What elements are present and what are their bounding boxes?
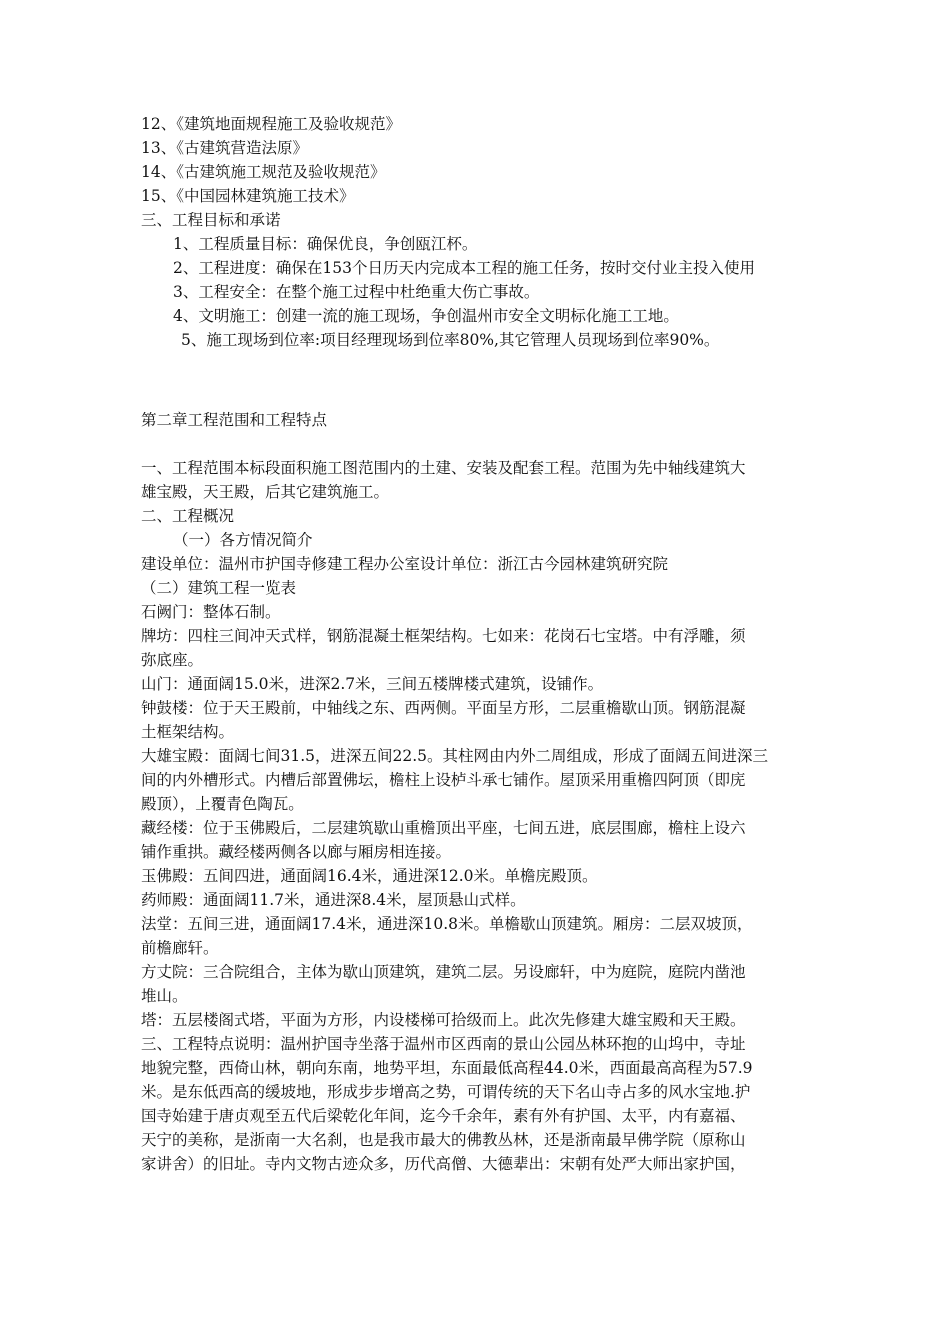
- building-line: 山门：通面阔15.0米，进深2.7米，三间五楼牌楼式建筑，设铺作。: [141, 675, 604, 693]
- parties-text: 建设单位：温州市护国寺修建工程办公室设计单位：浙江古今园林建筑研究院: [141, 555, 669, 573]
- building-line: 前檐廊轩。: [141, 939, 219, 957]
- overview-heading: 二、工程概况: [141, 507, 235, 525]
- building-list-heading: （二）建筑工程一览表: [141, 579, 297, 597]
- features-paragraph-line: 地貌完整，西倚山林，朝向东南，地势平坦，东面最低高程44.0米，西面最高高程为57.9: [141, 1059, 753, 1077]
- goal-item: 2、工程进度：确保在153个日历天内完成本工程的施工任务，按时交付业主投入使用: [173, 259, 755, 277]
- building-line: 土框架结构。: [141, 723, 235, 741]
- features-paragraph-line: 三、工程特点说明：温州护国寺坐落于温州市区西南的景山公园丛林环抱的山坞中，寺址: [141, 1035, 746, 1053]
- parties-heading: （一）各方情况简介: [173, 531, 313, 549]
- building-line: 钟鼓楼：位于天王殿前，中轴线之东、西两侧。平面呈方形，二层重檐歇山顶。钢筋混凝: [141, 699, 746, 717]
- features-paragraph-line: 国寺始建于唐贞观至五代后梁乾化年间，迄今千余年，素有外有护国、太平，内有嘉福、: [141, 1107, 746, 1125]
- building-line: 牌坊：四柱三间冲天式样，钢筋混凝土框架结构。七如来：花岗石七宝塔。中有浮雕，须: [141, 627, 746, 645]
- building-line: 间的内外槽形式。内槽后部置佛坛，檐柱上设栌斗承七铺作。屋顶采用重檐四阿顶（即庑: [141, 771, 746, 789]
- building-line: 藏经楼：位于玉佛殿后，二层建筑歇山重檐顶出平座，七间五进，底层围廊，檐柱上设六: [141, 819, 746, 837]
- goal-item: 4、文明施工：创建一流的施工现场，争创温州市安全文明标化施工工地。: [173, 307, 679, 325]
- building-line: 铺作重拱。藏经楼两侧各以廊与厢房相连接。: [141, 843, 452, 861]
- building-line: 堆山。: [141, 987, 188, 1005]
- reference-item: 14、《古建筑施工规范及验收规范》: [141, 163, 386, 181]
- building-line: 法堂：五间三进，通面阔17.4米，通进深10.8米。单檐歇山顶建筑。厢房：二层双坡顶，: [141, 915, 753, 933]
- building-line: 弥底座。: [141, 651, 204, 669]
- chapter-body: [141, 456, 821, 1176]
- features-paragraph-line: 米。是东低西高的缓坡地，形成步步增高之势，可谓传统的天下名山寺占多的风水宝地.护: [141, 1083, 751, 1101]
- building-line: 方丈院：三合院组合，主体为歇山顶建筑，建筑二层。另设廊轩，中为庭院，庭院内凿池: [141, 963, 746, 981]
- chapter-title: 第二章工程范围和工程特点: [141, 411, 328, 429]
- scope-paragraph-line: 一、工程范围本标段面积施工图范围内的土建、安装及配套工程。范围为先中轴线建筑大: [141, 459, 746, 477]
- building-line: 药师殿：通面阔11.7米，通进深8.4米，屋顶悬山式样。: [141, 891, 526, 909]
- building-line: 殿顶），上覆青色陶瓦。: [141, 795, 304, 813]
- goal-item: 5、施工现场到位率:项目经理现场到位率80%,其它管理人员现场到位率90%。: [181, 331, 720, 349]
- building-line: 大雄宝殿：面阔七间31.5，进深五间22.5。其柱网由内外二周组成，形成了面阔五间进深三: [141, 747, 769, 765]
- reference-list: [141, 112, 821, 352]
- building-line: 石阙门：整体石制。: [141, 603, 281, 621]
- section-heading-goals: 三、工程目标和承诺: [141, 211, 281, 229]
- goal-item: 3、工程安全：在整个施工过程中杜绝重大伤亡事故。: [173, 283, 540, 301]
- features-paragraph-line: 天宁的美称，是浙南一大名刹，也是我市最大的佛教丛林，还是浙南最早佛学院（原称山: [141, 1131, 746, 1149]
- goal-item: 1、工程质量目标：确保优良，争创瓯江杯。: [173, 235, 478, 253]
- reference-item: 15、《中国园林建筑施工技术》: [141, 187, 355, 205]
- features-paragraph-line: 家讲舍）的旧址。寺内文物古迹众多，历代高僧、大德辈出：宋朝有处严大师出家护国，: [141, 1155, 746, 1173]
- reference-item: 12、《建筑地面规程施工及验收规范》: [141, 115, 401, 133]
- reference-item: 13、《古建筑营造法原》: [141, 139, 308, 157]
- scope-paragraph-line: 雄宝殿，天王殿，后其它建筑施工。: [141, 483, 390, 501]
- chapter-title-block: [141, 408, 821, 432]
- building-line: 玉佛殿：五间四进，通面阔16.4米，通进深12.0米。单檐庑殿顶。: [141, 867, 598, 885]
- building-line: 塔：五层楼阁式塔，平面为方形，内设楼梯可拾级而上。此次先修建大雄宝殿和天王殿。: [141, 1011, 746, 1029]
